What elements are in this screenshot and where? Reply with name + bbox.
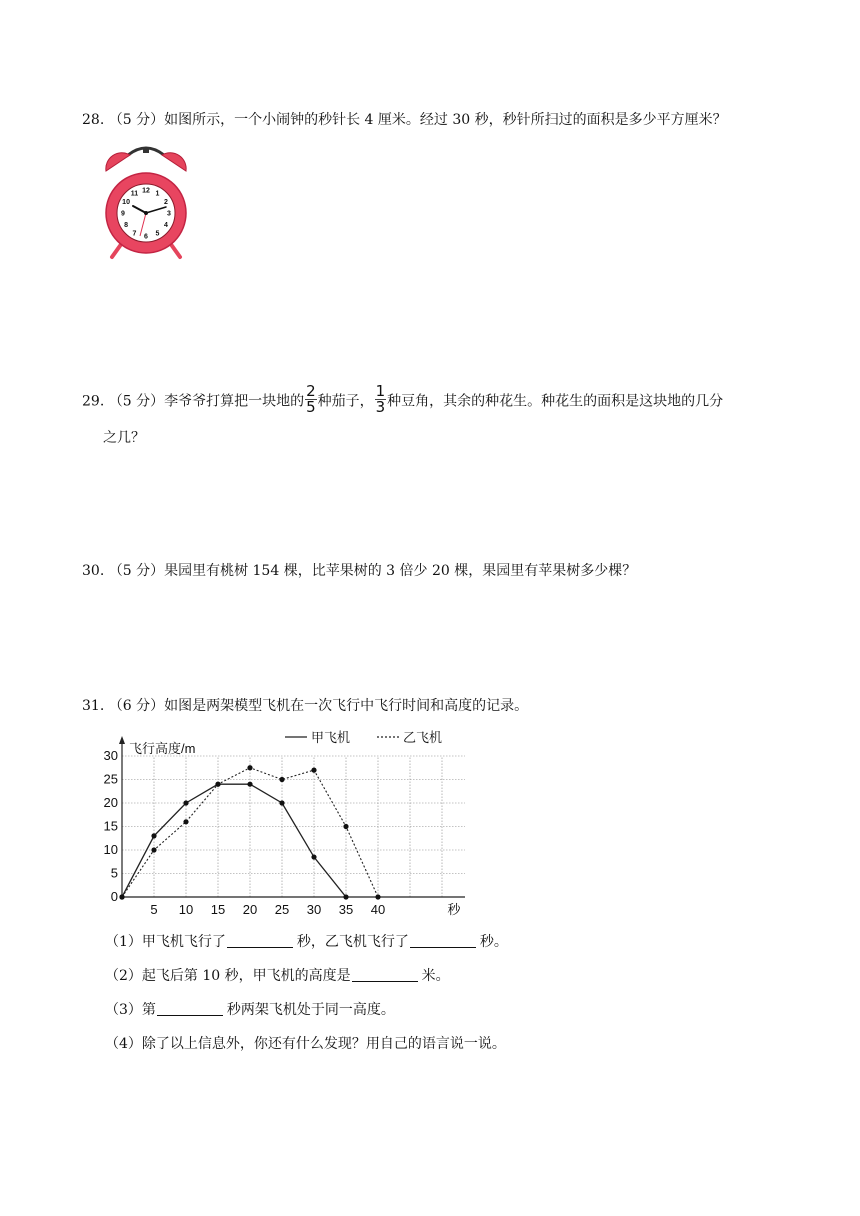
x-tick-label: 35 [338,902,354,917]
y-axis-arrow [119,736,125,744]
question-31 [82,696,528,716]
clock-number: 5 [155,230,160,238]
data-point [279,800,284,805]
chart-series [119,765,380,899]
clock-number: 6 [144,233,148,241]
question-number: 30. [82,563,105,579]
chart-legend [285,730,442,745]
data-point [343,824,348,829]
subquestion-4 [105,1034,506,1054]
clock-number: 9 [121,210,125,218]
data-point [183,800,188,805]
x-tick-label: 5 [150,902,158,917]
fraction-denominator: 5 [306,398,316,416]
fraction-one-third [375,384,387,415]
clock-number: 10 [122,199,130,206]
subquestion-1 [105,932,508,952]
clock-number: 11 [130,190,139,198]
question-text: （5 分）如图所示，一个小闹钟的秒针长 4 厘米。经过 30 秒，秒针所扫过的面积是多少平方厘米？ [108,112,727,128]
question-30 [82,561,636,581]
question-number: 31. [82,698,105,714]
question-28 [82,110,727,130]
data-point [151,847,156,852]
y-tick-label: 5 [110,865,118,881]
subquestion-text: 秒。 [479,934,508,950]
clock-number: 7 [132,230,137,238]
data-point [215,782,220,787]
subquestion-text: 米。 [421,968,450,984]
clock-bell-right [162,153,186,171]
data-point [151,833,156,838]
x-tick-label: 15 [210,902,226,917]
question-text: （6 分）如图是两架模型飞机在一次飞行中飞行时间和高度的记录。 [108,698,529,714]
chart-grid [122,756,465,897]
y-tick-label: 30 [103,748,118,763]
question-number: 28. [82,112,105,128]
subquestion-text: 秒两架飞机处于同一高度。 [226,1002,395,1018]
fraction-two-fifths [305,384,317,415]
x-tick-label: 40 [370,902,386,917]
chart-labels [104,741,462,917]
question-29-continuation [103,428,145,448]
question-text-part: 种豆角，其余的种花生。种花生的面积是这块地的几分 [387,393,724,410]
legend-label: 乙飞机 [403,730,443,745]
fraction-numerator: 1 [375,382,386,400]
question-text-part: 之几？ [103,430,145,446]
y-tick-label: 0 [110,889,118,904]
data-point [311,854,316,859]
question-text: （5 分）果园里有桃树 154 棵，比苹果树的 3 倍少 20 棵，果园里有苹果树多少棵？ [108,563,637,579]
subquestion-text: （1）甲飞机飞行了 [105,934,226,950]
data-point [119,894,124,899]
clock-number: 8 [124,222,129,229]
flight-height-chart [95,725,465,920]
answer-blank[interactable] [352,967,418,982]
subquestion-3 [105,1000,395,1020]
x-tick-label: 10 [178,902,194,917]
subquestion-text: （3）第 [105,1002,156,1018]
series-line-1 [122,784,346,897]
subquestion-text: 秒，乙飞机飞行了 [296,934,409,950]
y-axis-label: 飞行高度/m [129,741,196,756]
clock-bell-left [106,153,130,171]
data-point [343,894,348,899]
clock-number: 1 [155,190,160,198]
subquestion-text: （4）除了以上信息外，你还有什么发现？用自己的语言说一说。 [105,1036,506,1052]
x-tick-label: 20 [242,902,258,917]
fraction-denominator: 3 [375,398,386,416]
question-number: 29. [82,393,105,410]
answer-blank[interactable] [227,933,293,948]
fraction-numerator: 2 [306,382,316,400]
y-tick-label: 20 [103,795,118,810]
clock-number: 2 [163,199,168,206]
data-point [375,894,380,899]
data-point [311,768,316,773]
subquestion-text: （2）起飞后第 10 秒，甲飞机的高度是 [105,968,351,984]
y-tick-label: 10 [103,842,118,857]
y-tick-label: 25 [103,771,118,787]
answer-blank[interactable] [157,1001,223,1016]
clock-number: 12 [142,187,150,195]
clock-number: 3 [167,210,171,218]
clock-number: 4 [163,222,168,229]
data-point [247,782,252,787]
question-text-part: 种茄子， [317,393,374,410]
subquestion-2 [105,966,450,986]
question-29 [82,382,724,417]
x-tick-label: 30 [306,902,322,917]
data-point [247,765,252,770]
alarm-clock-image [100,143,192,261]
data-point [279,777,284,782]
data-point [183,819,188,824]
question-text-part: （5 分）李爷爷打算把一块地的 [108,393,305,410]
x-axis-label: 秒 [447,902,461,917]
y-tick-label: 15 [103,818,118,834]
legend-label: 甲飞机 [311,730,351,745]
answer-blank[interactable] [410,933,476,948]
x-tick-label: 25 [274,902,290,917]
